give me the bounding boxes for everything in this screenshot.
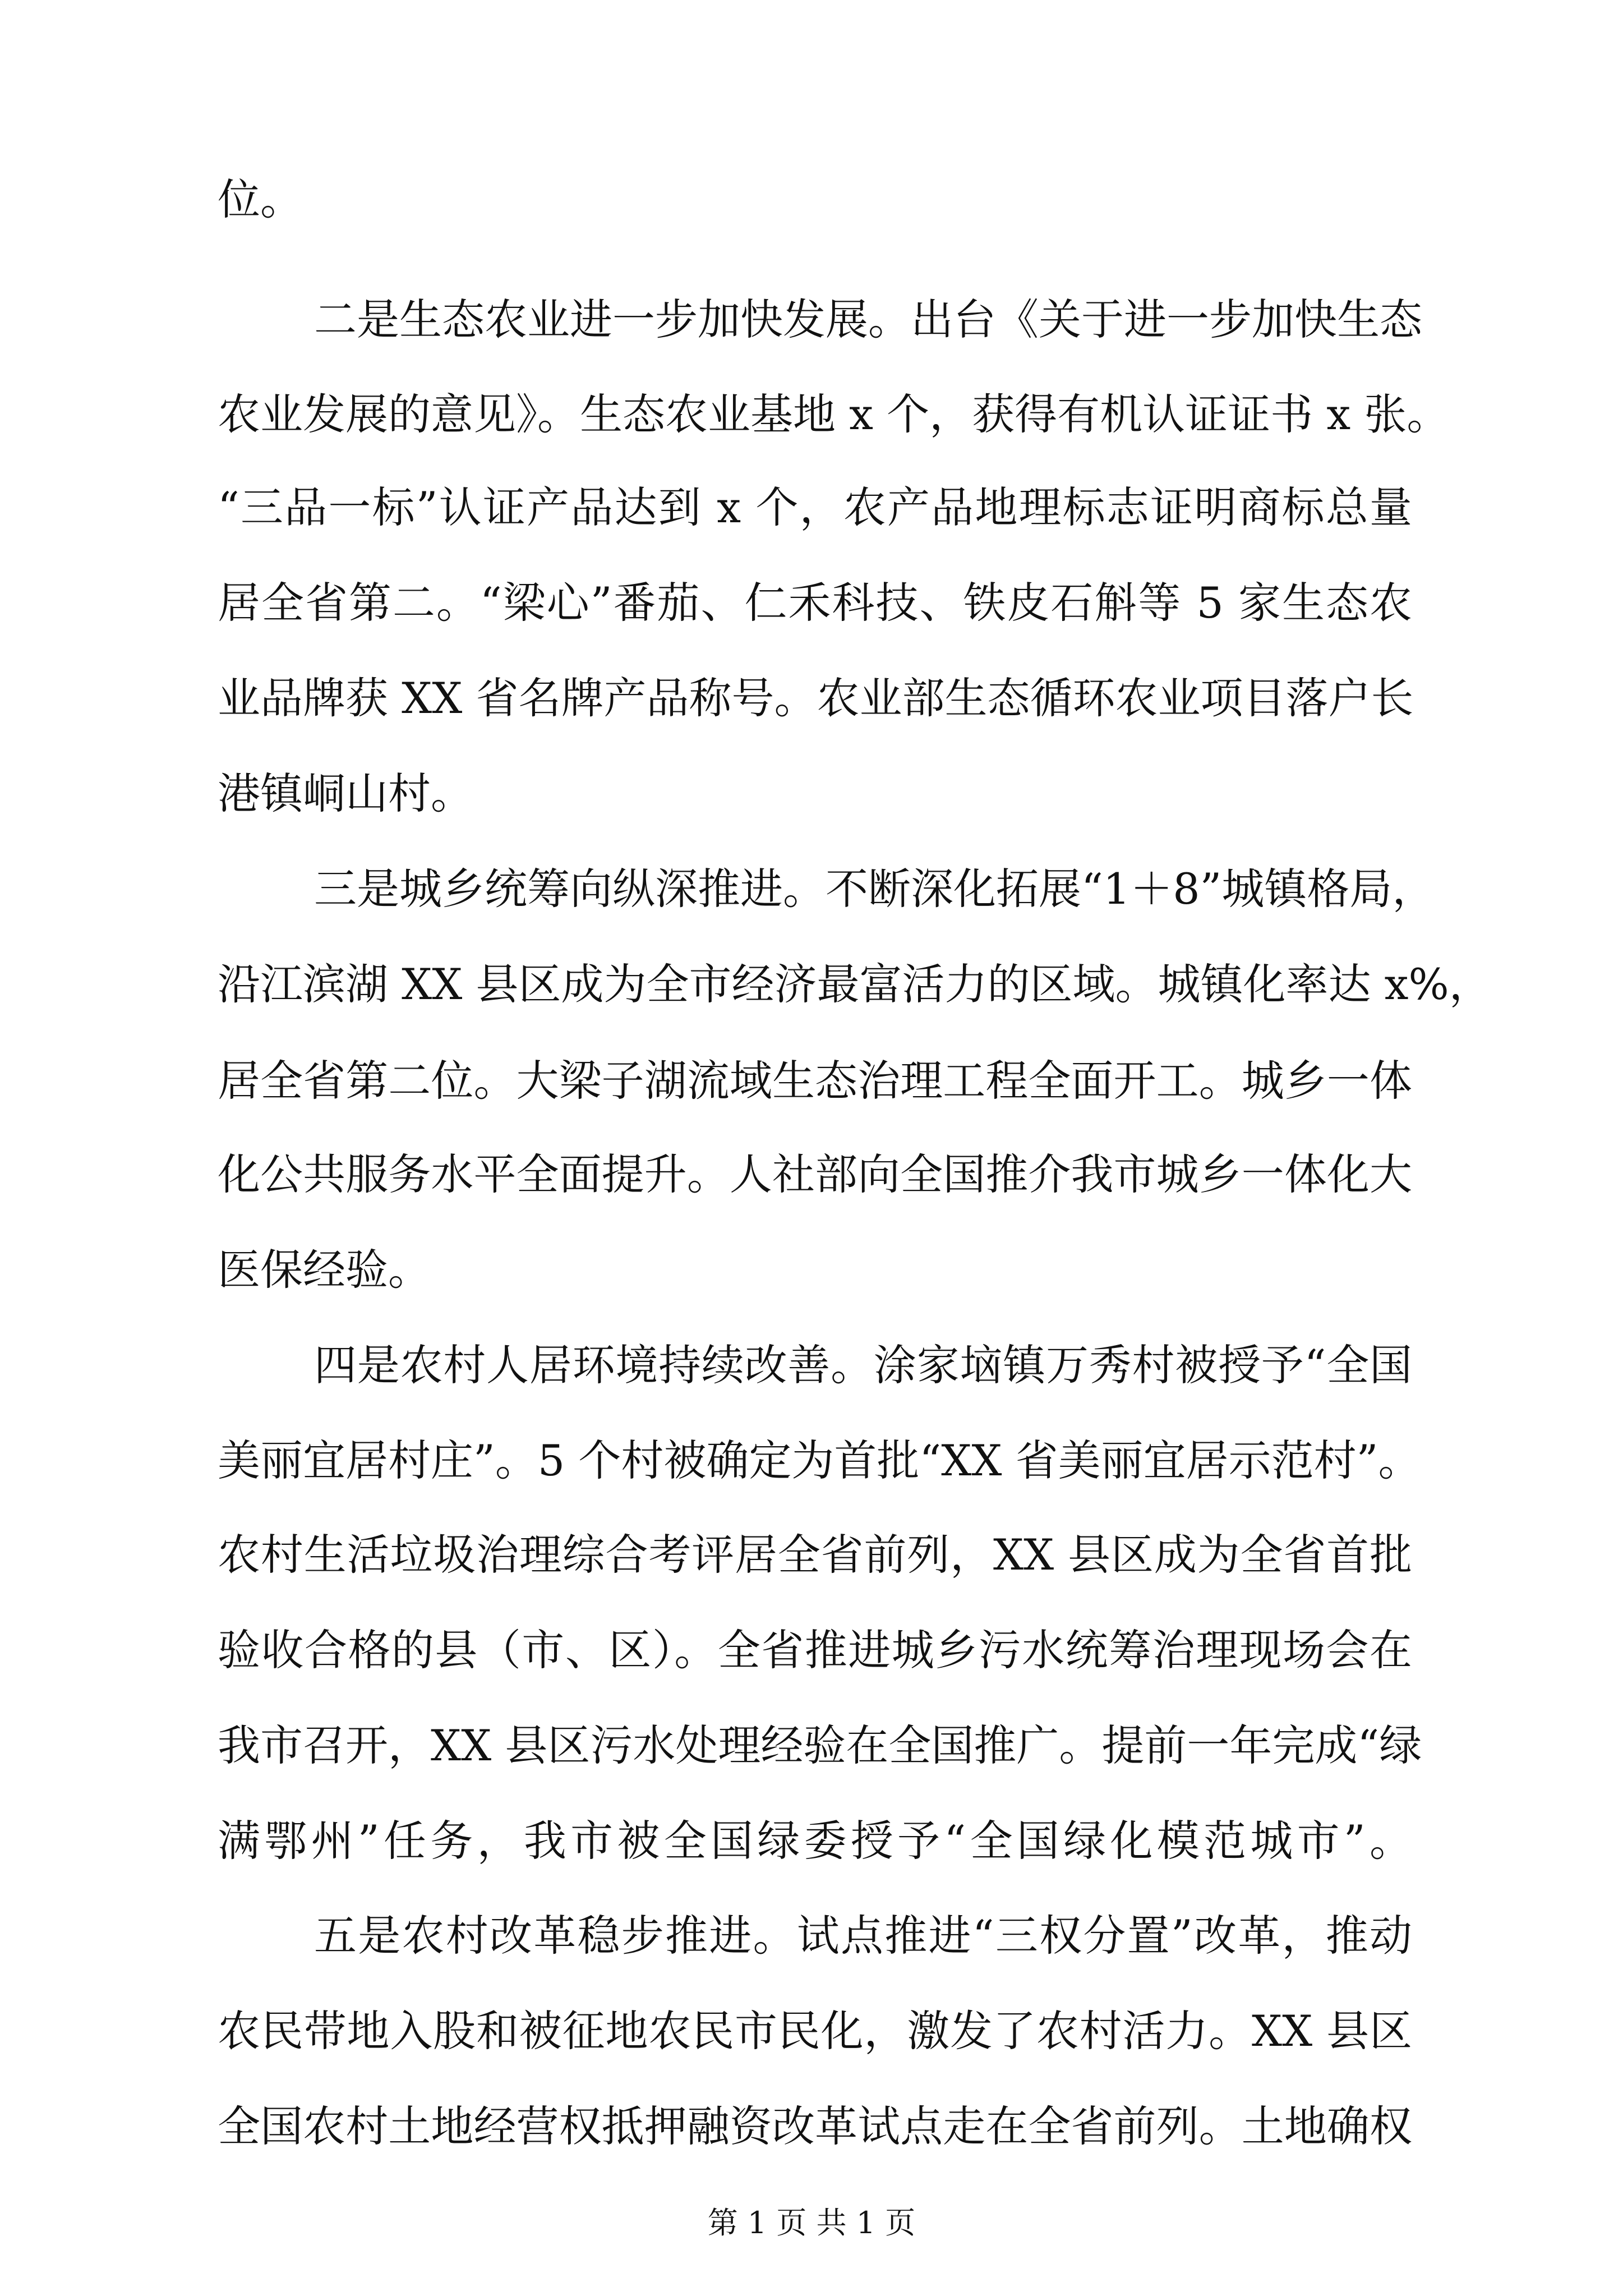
text-line: 满鄂州”任务，我市被全国绿委授予“全国绿化模范城市”。 xyxy=(218,1816,1412,1866)
text-line: 农业发展的意见》。生态农业基地 x 个，获得有机认证证书 x 张。 xyxy=(218,389,1450,439)
text-line: 医保经验。 xyxy=(218,1245,431,1295)
text-line: 美丽宜居村庄”。5 个村被确定为首批“XX 省美丽宜居示范村”。 xyxy=(218,1435,1421,1485)
text-line: 位。 xyxy=(218,174,303,224)
text-line: 化公共服务水平全面提升。人社部向全国推介我市城乡一体化大 xyxy=(218,1149,1412,1199)
text-line: 业品牌获 XX 省名牌产品称号。农业部生态循环农业项目落户长 xyxy=(218,673,1414,723)
text-line: 全国农村土地经营权抵押融资改革试点走在全省前列。土地确权 xyxy=(218,2101,1412,2151)
paragraph-start-line: 三是城乡统筹向纵深推进。不断深化拓展“1＋8”城镇格局， xyxy=(314,864,1435,914)
text-line: 验收合格的县（市、区）。全省推进城乡污水统筹治理现场会在 xyxy=(218,1625,1412,1675)
text-line: “三品一标”认证产品达到 x 个，农产品地理标志证明商标总量 xyxy=(218,482,1412,532)
page-footer: 第 1 页 共 1 页 xyxy=(707,2205,916,2240)
paragraph-start-line: 四是农村人居环境持续改善。涂家垴镇万秀村被授予“全国 xyxy=(314,1340,1412,1390)
text-line: 居全省第二。“梁心”番茄、仁禾科技、铁皮石斛等 5 家生态农 xyxy=(218,578,1412,628)
paragraph-start-line: 二是生态农业进一步加快发展。出台《关于进一步加快生态 xyxy=(314,295,1422,344)
text-line: 沿江滨湖 XX 县区成为全市经济最富活力的区域。城镇化率达 x%， xyxy=(218,959,1492,1009)
text-line: 居全省第二位。大梁子湖流域生态治理工程全面开工。城乡一体 xyxy=(218,1056,1412,1106)
paragraph-start-line: 五是农村改革稳步推进。试点推进“三权分置”改革，推动 xyxy=(314,1911,1412,1961)
text-line: 农村生活垃圾治理综合考评居全省前列，XX 县区成为全省首批 xyxy=(218,1530,1412,1580)
text-line: 农民带地入股和被征地农民市民化，激发了农村活力。XX 县区 xyxy=(218,2006,1412,2056)
text-line: 我市召开，XX 县区污水处理经验在全国推广。提前一年完成“绿 xyxy=(218,1720,1422,1770)
text-line: 港镇峒山村。 xyxy=(218,769,473,818)
